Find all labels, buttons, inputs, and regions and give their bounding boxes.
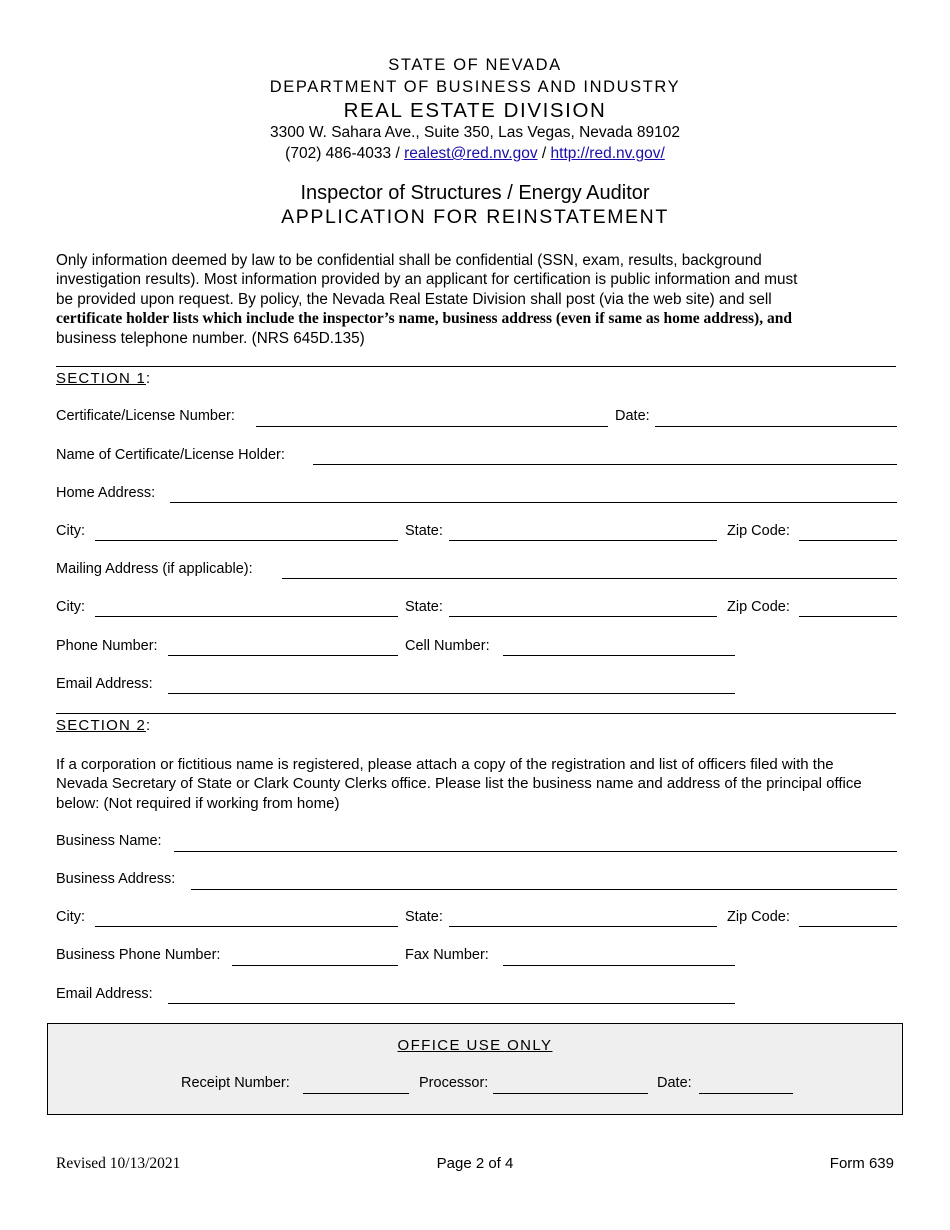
instruction-line: below: (Not required if working from home) (56, 794, 340, 812)
home-address-label: Home Address: (56, 485, 156, 501)
business-name-field[interactable] (174, 851, 897, 852)
mailing-address-field[interactable] (282, 578, 897, 579)
business-email-field[interactable] (168, 1003, 735, 1004)
processor-field[interactable] (493, 1093, 648, 1094)
contact-line (0, 145, 950, 163)
business-zip-code-label: Zip Code: (727, 909, 790, 925)
section1-divider (56, 366, 896, 367)
fax-number-label: Fax Number: (405, 947, 489, 963)
division-address: 3300 W. Sahara Ave., Suite 350, Las Vegas, Nevada 89102 (270, 124, 680, 141)
business-email-label: Email Address: (56, 986, 153, 1002)
processor-label: Processor: (419, 1075, 489, 1091)
state-field[interactable] (449, 540, 717, 541)
mailing-address-label: Mailing Address (if applicable): (56, 561, 253, 577)
city-field[interactable] (95, 540, 398, 541)
business-state-label: State: (405, 909, 443, 925)
office-use-box (47, 1023, 903, 1115)
state-name: STATE OF NEVADA (388, 56, 562, 74)
business-name-label: Business Name: (56, 833, 162, 849)
form-title: Inspector of Structures / Energy Auditor (300, 182, 650, 204)
mailing-zip-code-label: Zip Code: (727, 599, 790, 615)
office-date-field[interactable] (699, 1093, 793, 1094)
form-subtitle: APPLICATION FOR REINSTATEMENT (281, 206, 669, 228)
mailing-state-field[interactable] (449, 616, 717, 617)
instruction-line: If a corporation or fictitious name is registered, please attach a copy of the registration and list of officers filed with the (56, 756, 834, 773)
form-number: Form 639 (829, 1155, 894, 1172)
date-label: Date: (615, 408, 650, 424)
holder-name-field[interactable] (313, 464, 897, 465)
date-field[interactable] (655, 426, 897, 427)
mailing-zip-code-field[interactable] (799, 616, 897, 617)
division-name: REAL ESTATE DIVISION (343, 99, 607, 122)
zip-code-label: Zip Code: (727, 523, 790, 539)
business-phone-field[interactable] (232, 965, 398, 966)
license-number-field[interactable] (256, 426, 608, 427)
business-address-label: Business Address: (56, 871, 176, 887)
business-address-field[interactable] (191, 889, 897, 890)
email-address-field[interactable] (168, 693, 735, 694)
contact-phone: (702) 486-4033 / (285, 145, 400, 162)
receipt-number-field[interactable] (303, 1093, 409, 1094)
business-state-field[interactable] (449, 926, 717, 927)
section2-title: SECTION 2: (56, 717, 152, 734)
phone-number-field[interactable] (168, 655, 398, 656)
business-city-label: City: (56, 909, 85, 925)
notice-line: business telephone number. (NRS 645D.135) (56, 329, 365, 347)
business-zip-code-field[interactable] (799, 926, 897, 927)
section2-divider (56, 713, 896, 714)
mailing-city-field[interactable] (95, 616, 398, 617)
license-number-label: Certificate/License Number: (56, 408, 235, 424)
home-address-field[interactable] (170, 502, 897, 503)
phone-number-label: Phone Number: (56, 638, 158, 654)
notice-line: investigation results). Most information provided by an applicant for certification is public information and must (56, 271, 798, 289)
mailing-state-label: State: (405, 599, 443, 615)
fax-number-field[interactable] (503, 965, 735, 966)
instruction-line: Nevada Secretary of State or Clark County Clerks office. Please list the business name and address of the principal office (56, 775, 862, 793)
cell-number-field[interactable] (503, 655, 735, 656)
section1-title: SECTION 1: (56, 370, 152, 387)
department-name: DEPARTMENT OF BUSINESS AND INDUSTRY (269, 78, 681, 96)
revised-date: Revised 10/13/2021 (56, 1155, 181, 1172)
mailing-city-label: City: (56, 599, 85, 615)
notice-line: Only information deemed by law to be confidential shall be confidential (SSN, exam, results, background (56, 252, 762, 269)
city-label: City: (56, 523, 85, 539)
receipt-number-label: Receipt Number: (181, 1075, 290, 1091)
website-link[interactable]: http://red.nv.gov/ (550, 145, 665, 162)
business-phone-label: Business Phone Number: (56, 947, 221, 963)
zip-code-field[interactable] (799, 540, 897, 541)
office-date-label: Date: (657, 1075, 692, 1091)
notice-line: be provided upon request. By policy, the Nevada Real Estate Division shall post (via the web site) and sell (56, 290, 772, 308)
office-use-title: OFFICE USE ONLY (397, 1037, 553, 1054)
notice-line-bold: certificate holder lists which include the inspector’s name, business address (even if same as home address), and (56, 310, 792, 328)
page-number: Page 2 of 4 (436, 1155, 514, 1172)
email-address-label: Email Address: (56, 676, 153, 692)
contact-email-link[interactable]: realest@red.nv.gov (404, 145, 538, 162)
confidentiality-notice (56, 251, 896, 348)
contact-separator: / (541, 145, 547, 162)
section2-instructions (56, 755, 896, 813)
holder-name-label: Name of Certificate/License Holder: (56, 447, 285, 463)
business-city-field[interactable] (95, 926, 398, 927)
state-label: State: (405, 523, 443, 539)
cell-number-label: Cell Number: (405, 638, 490, 654)
